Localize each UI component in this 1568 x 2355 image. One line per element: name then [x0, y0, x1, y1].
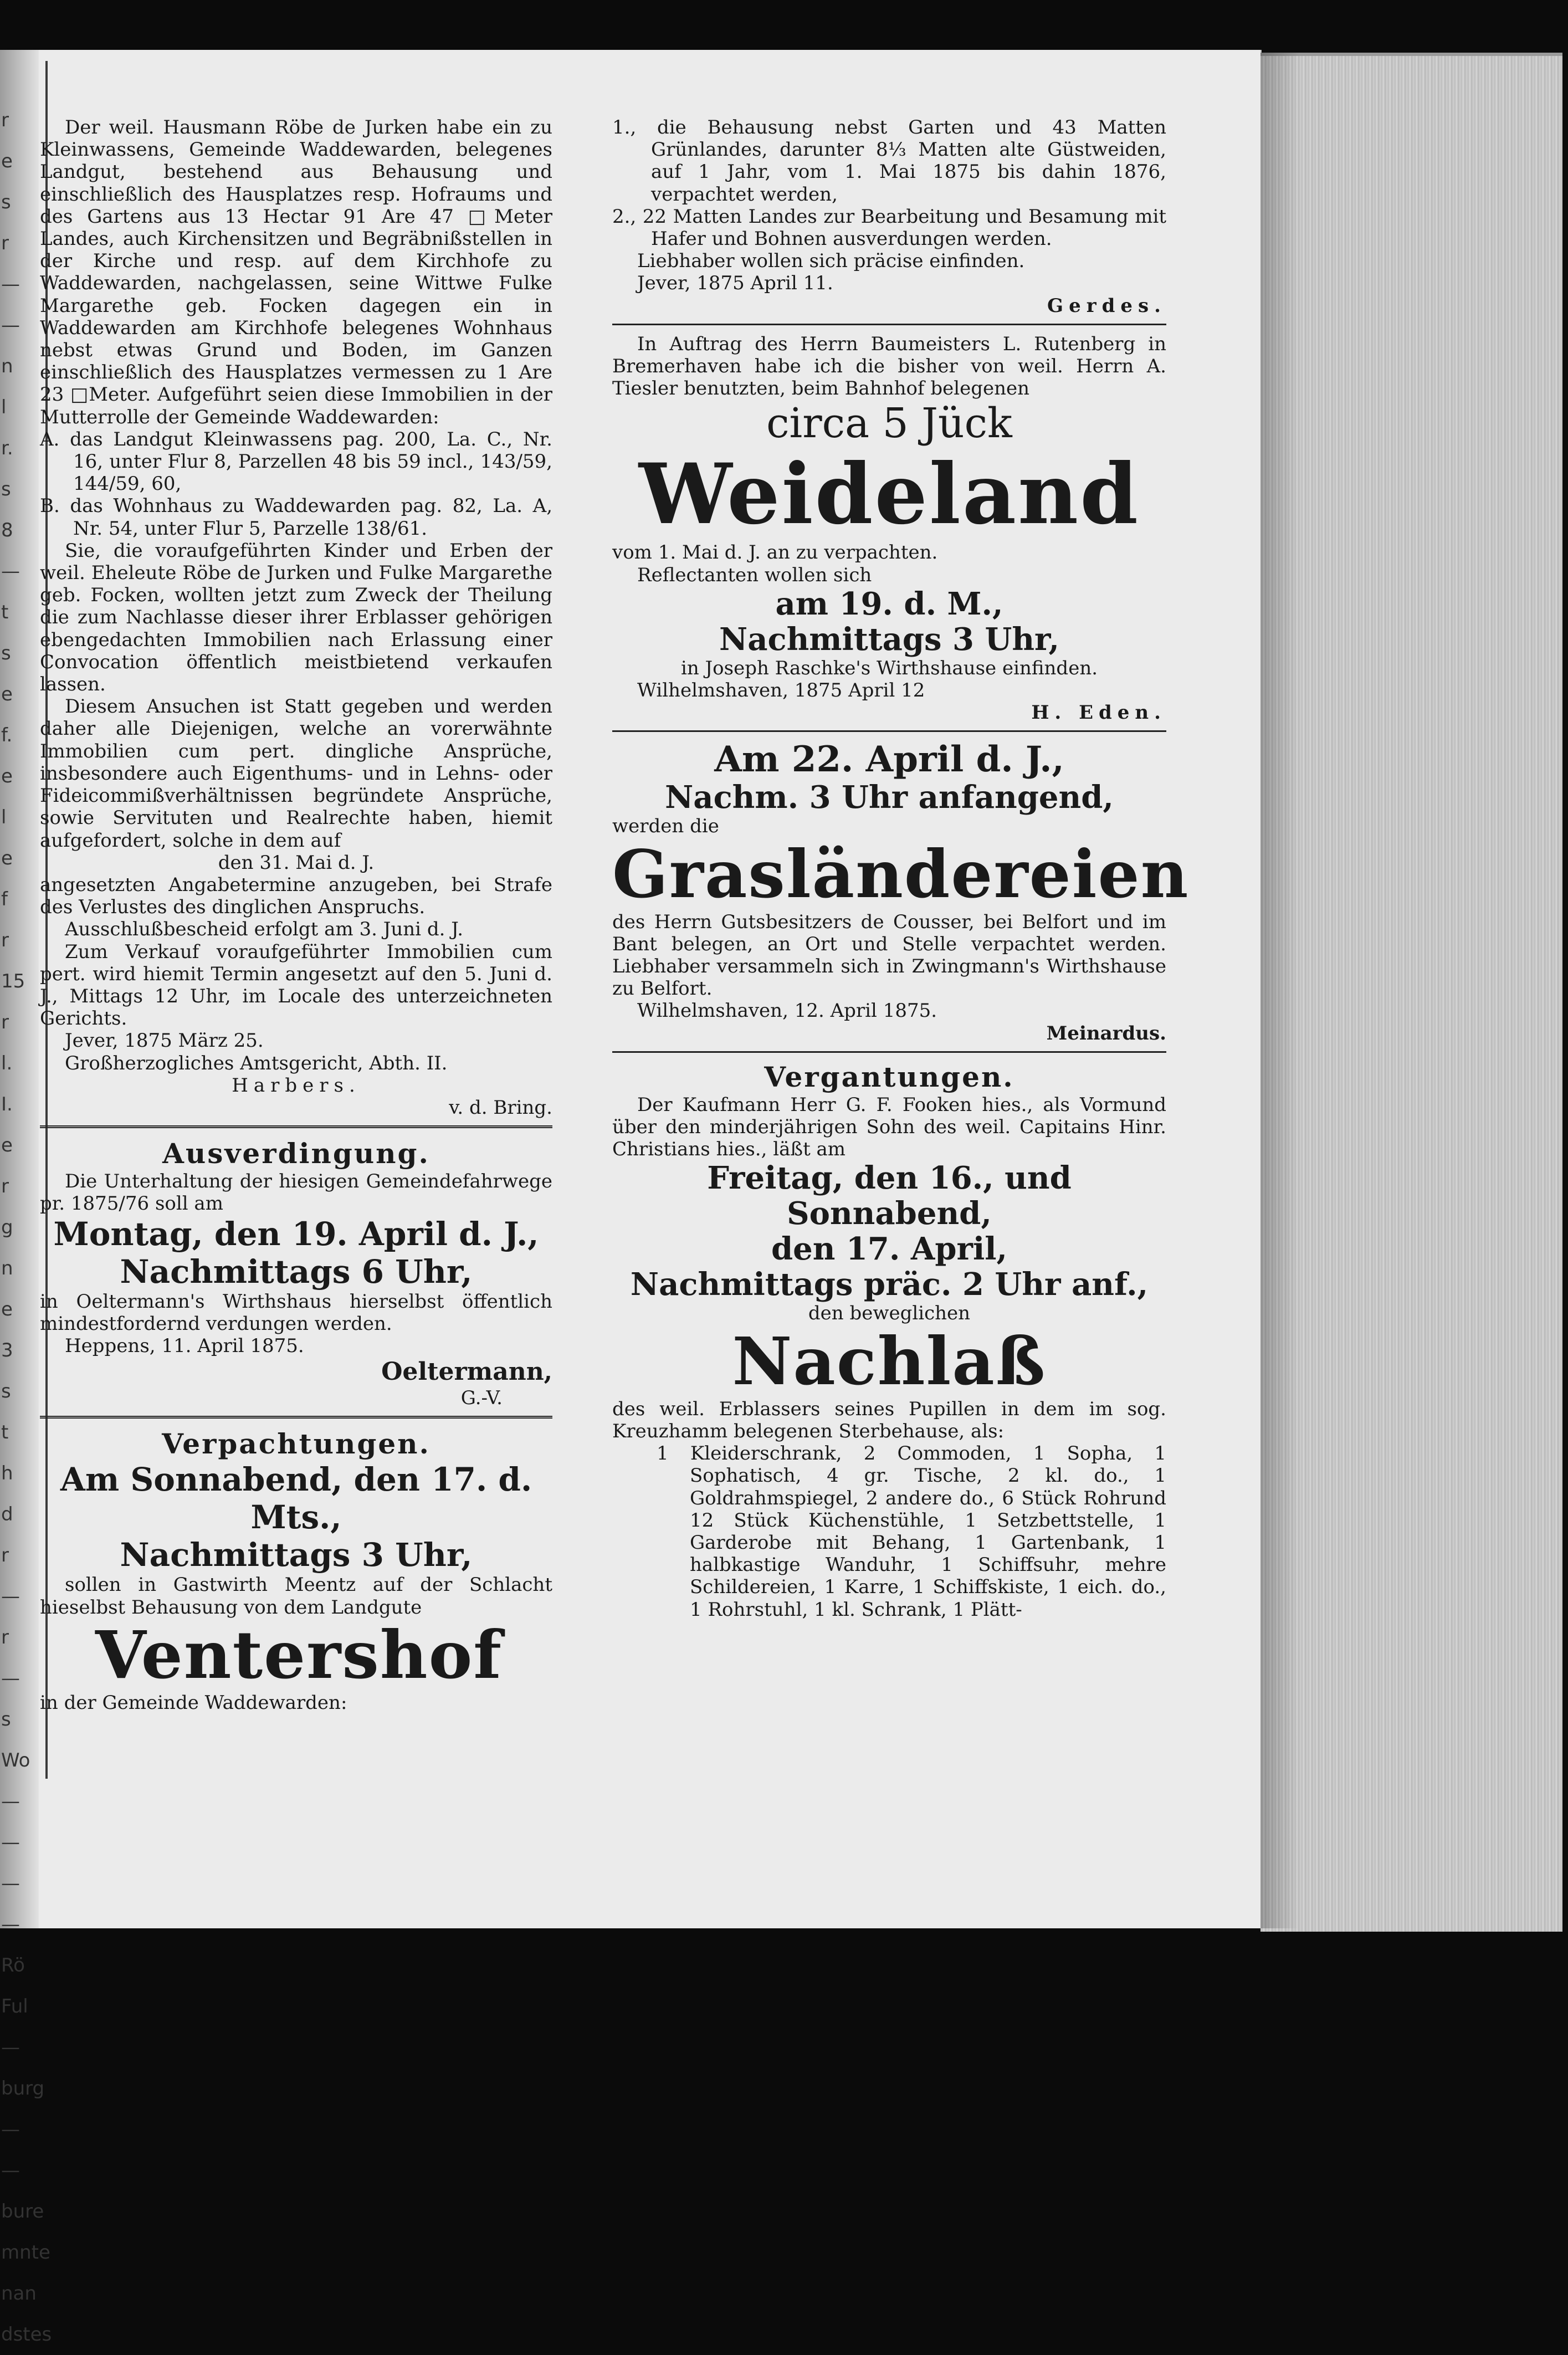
graslaendereien-text2: des Herrn Gutsbesitzers de Cousser, bei Belfort und im Bant belegen, an Ort und Stelle verpachtet werden. Liebhaber versammeln sich in Zwingmann's Wirthshause zu Belfort.: [612, 910, 1166, 1000]
divider: [612, 730, 1166, 732]
signature-gerdes: Gerdes.: [1047, 294, 1166, 317]
margin-fragment: —: [1, 2036, 20, 2059]
lease-invitation: Liebhaber wollen sich präcise einfinden.: [637, 250, 1025, 273]
margin-fragment: bure: [1, 2200, 44, 2223]
margin-fragment: l: [1, 396, 7, 418]
divider: [612, 1051, 1166, 1053]
verpachtungen-date: Am Sonnabend, den 17. d. Mts.,: [60, 1461, 532, 1537]
margin-fragment: —: [1, 1872, 20, 1895]
margin-fragment: r.: [1, 437, 13, 459]
margin-fragment: Ful: [1, 1995, 28, 2018]
divider: [40, 1125, 552, 1129]
margin-fragment: 8: [1, 519, 13, 541]
margin-fragment: Wo: [1, 1749, 30, 1772]
graslaendereien-time: Nachm. 3 Uhr anfangend,: [665, 779, 1114, 816]
sale-paragraph: Zum Verkauf voraufgeführter Immobilien cum pert. wird hiemit Termin angesetzt auf den 5. Juni d. J., Mittags 12 Uhr, im Locale des unterzeichneten Gerichts.: [40, 940, 552, 1030]
nachlass-title: Nachlaß: [732, 1322, 1047, 1400]
inventory-list: 1 Kleiderschrank, 2 Commoden, 1 Sopha, 1 Sophatisch, 4 gr. Tische, 2 kl. do., 1 Goldrahmspiegel, 2 andere do., 6 Stück Rohrund 12 Stück Küchenstühle, 1 Setzbettstelle, 1 Garderobe mit Behang, 1 Gartenbank, 1 halbkastige Wanduhr, 1 Schiffsuhr, mehre Schildereien, 1 Karre, 1 Schiffskiste, 1 eich. do., 1 Rohrstuhl, 1 kl. Schrank, 1 Plätt-: [657, 1442, 1166, 1621]
margin-fragment: —: [1, 560, 20, 582]
ausverdingung-time: Nachmittags 6 Uhr,: [120, 1252, 473, 1291]
vergantungen-heading: Vergantungen.: [764, 1060, 1014, 1093]
divider: [40, 1416, 552, 1420]
margin-fragment: s: [1, 1708, 11, 1731]
margin-fragment: —: [1, 1913, 20, 1936]
margin-fragment: s: [1, 642, 11, 664]
adjacent-page-fragments: [1, 100, 52, 2355]
margin-fragment: 3: [1, 1339, 13, 1361]
lease-item-1: 1., die Behausung nebst Garten und 43 Matten Grünlandes, darunter 8⅓ Matten alte Güstweiden, auf 1 Jahr, vom 1. Mai 1875 bis dahin 1876, verpachtet werden,: [612, 116, 1166, 206]
vergantungen-text3: des weil. Erblassers seines Pupillen in dem im sog. Kreuzhamm belegenen Sterbehause, als:: [612, 1397, 1166, 1442]
margin-fragment: mnte: [1, 2241, 50, 2264]
graslaendereien-title: Grasländereien: [612, 835, 1190, 913]
margin-fragment: s: [1, 478, 11, 500]
ausverdingung-signature-title: G.-V.: [460, 1387, 503, 1410]
margin-fragment: —: [1, 2118, 20, 2141]
margin-fragment: n: [1, 1257, 13, 1279]
margin-fragment: s: [1, 1380, 11, 1402]
vergantungen-date2: den 17. April,: [771, 1231, 1008, 1268]
margin-fragment: —: [1, 1831, 20, 1854]
margin-fragment: —: [1, 1667, 20, 1690]
right-column: [612, 116, 1190, 1621]
graslaendereien-place: Wilhelmshaven, 12. April 1875.: [637, 1000, 937, 1022]
weideland-date: am 19. d. M.,: [775, 585, 1003, 622]
margin-fragment: —: [1, 1790, 20, 1813]
margin-fragment: n: [1, 355, 13, 377]
vergantungen-text: Der Kaufmann Herr G. F. Fooken hies., als Vormund über den minderjährigen Sohn des weil. Capitains Hinr. Christians hies., läßt am: [612, 1093, 1166, 1161]
ventershof-title: Ventershof: [95, 1616, 503, 1693]
penalty-paragraph: angesetzten Angabetermine anzugeben, bei Strafe des Verlustes des dinglichen Anspruchs.: [40, 873, 552, 919]
margin-fragment: r: [1, 1626, 9, 1648]
margin-fragment: l.: [1, 1052, 13, 1074]
margin-fragment: e: [1, 150, 13, 172]
graslaendereien-text: werden die: [612, 815, 719, 838]
margin-fragment: —: [1, 314, 20, 336]
ausverdingung-text2: in Oeltermann's Wirthshaus hierselbst öffentlich mindestfordernd verdungen werden.: [40, 1290, 552, 1335]
margin-fragment: e: [1, 1298, 13, 1320]
margin-fragment: nan: [1, 2282, 37, 2305]
margin-fragment: r: [1, 232, 9, 254]
verpachtungen-time: Nachmittags 3 Uhr,: [120, 1536, 473, 1574]
margin-fragment: l: [1, 806, 7, 828]
property-item-a: A. das Landgut Kleinwassens pag. 200, La. C., Nr. 16, unter Flur 8, Parzellen 48 bis 59 incl., 143/59, 144/59, 60,: [40, 428, 552, 495]
verpachtungen-heading: Verpachtungen.: [162, 1427, 431, 1461]
margin-fragment: s: [1, 191, 11, 213]
margin-fragment: —: [1, 2159, 20, 2182]
lease-place-date: Jever, 1875 April 11.: [637, 272, 833, 295]
margin-fragment: d: [1, 1503, 13, 1525]
margin-fragment: e: [1, 847, 13, 869]
weideland-text3: Reflectanten wollen sich: [637, 564, 872, 586]
margin-fragment: r: [1, 109, 9, 131]
margin-fragment: e: [1, 765, 13, 787]
margin-fragment: g: [1, 1216, 13, 1238]
vergantungen-date: Freitag, den 16., und Sonnabend,: [707, 1160, 1072, 1232]
signature-bring: v. d. Bring.: [449, 1096, 552, 1119]
lease-item-2: 2., 22 Matten Landes zur Bearbeitung und Besamung mit Hafer und Bohnen ausverdungen werden.: [612, 205, 1166, 250]
property-item-b: B. das Wohnhaus zu Waddewarden pag. 82, La. A, Nr. 54, unter Flur 5, Parzelle 138/61.: [40, 495, 552, 540]
weideland-time: Nachmittags 3 Uhr,: [719, 621, 1059, 658]
exclusion-paragraph: Ausschlußbescheid erfolgt am 3. Juni d. J.: [65, 918, 463, 941]
weideland-text4: in Joseph Raschke's Wirthshause einfinden.: [680, 657, 1098, 679]
ausverdingung-date: Montag, den 19. April d. J.,: [53, 1215, 539, 1253]
signature-meinardus: Meinardus.: [1046, 1022, 1166, 1045]
left-column: [40, 116, 552, 1714]
margin-fragment: t: [1, 601, 9, 623]
margin-fragment: r: [1, 1175, 9, 1197]
margin-fragment: burg: [1, 2077, 45, 2100]
weideland-intro: In Auftrag des Herrn Baumeisters L. Rutenberg in Bremerhaven habe ich die bisher von weil. Herrn A. Tiesler benutzten, beim Bahnhof belegenen: [612, 332, 1166, 400]
book-page-edges: [1260, 53, 1562, 1932]
margin-fragment: f: [1, 888, 8, 910]
margin-fragment: —: [1, 273, 20, 295]
ausverdingung-place: Heppens, 11. April 1875.: [65, 1334, 304, 1357]
margin-fragment: h: [1, 1462, 13, 1484]
graslaendereien-date: Am 22. April d. J.,: [714, 739, 1064, 781]
vergantungen-time: Nachmittags präc. 2 Uhr anf.,: [630, 1266, 1149, 1303]
margin-fragment: t: [1, 1421, 9, 1443]
weideland-place: Wilhelmshaven, 1875 April 12: [637, 679, 925, 702]
ausverdingung-signature: Oeltermann,: [381, 1358, 552, 1386]
deadline-date: den 31. Mai d. J.: [218, 851, 375, 874]
heirs-paragraph: Sie, die voraufgeführten Kinder und Erben der weil. Eheleute Röbe de Jurken und Fulke Margarethe geb. Focken, wollten jetzt zum Zweck der Theilung die zum Nachlasse dieser ihrer Erblasser gehörigen ebengedachten Immobilien nach Erlassung einer Convocation öffentlich meistbietend verkaufen lassen.: [40, 539, 552, 696]
weideland-text2: vom 1. Mai d. J. an zu verpachten.: [612, 541, 938, 564]
margin-fragment: dstes: [1, 2323, 52, 2346]
signature-harbers: Harbers.: [232, 1074, 361, 1097]
weideland-quantity: circa 5 Jück: [766, 400, 1012, 448]
claims-paragraph: Diesem Ansuchen ist Statt gegeben und werden daher alle Diejenigen, welche an vorerwähnte Immobilien cum pert. dingliche Ansprüche, insbesondere auch Eigenthums- und in Lehns- oder Fideicommißverhältnissen begründete Ansprüche, sowie Servituten und Realrechte haben, hiemit aufgefordert, solche in dem auf: [40, 695, 552, 852]
margin-fragment: I.: [1, 1093, 13, 1115]
signature-eden: H. Eden.: [1031, 702, 1166, 724]
margin-fragment: —: [1, 1585, 20, 1607]
margin-fragment: e: [1, 683, 13, 705]
margin-fragment: e: [1, 1134, 13, 1156]
margin-fragment: f.: [1, 724, 13, 746]
weideland-title: Weideland: [638, 446, 1140, 544]
page-edge-shadow: [1260, 53, 1299, 1928]
margin-fragment: Rö: [1, 1954, 25, 1977]
ausverdingung-heading: Ausverdingung.: [162, 1137, 430, 1170]
margin-fragment: r: [1, 1011, 9, 1033]
notice-intro: Der weil. Hausmann Röbe de Jurken habe ein zu Kleinwassens, Gemeinde Waddewarden, belegenes Landgut, bestehend aus Behausung und einschließlich des Hausplatzes resp. Hofraums und des Gartens aus 13 Hectar 91 Are 47 □Meter Landes, auch Kirchensitzen und Begräbnißstellen in der Kirche und resp. auf dem Kirchhofe zu Waddewarden, nachgelassen, seine Wittwe Fulke Margarethe geb. Focken dagegen ein in Waddewarden am Kirchhofe belegenes Wohnhaus nebst etwas Grund und Boden, im Ganzen einschließlich des Hausplatzes vermessen zu 1 Are 23 □Meter. Aufgeführt seien diese Immobilien in der Mutterrolle der Gemeinde Waddewarden:: [40, 116, 552, 428]
verpachtungen-text: sollen in Gastwirth Meentz auf der Schlacht hieselbst Behausung von dem Landgute: [40, 1574, 552, 1619]
margin-fragment: r: [1, 929, 9, 951]
ausverdingung-text: Die Unterhaltung der hiesigen Gemeindefahrwege pr. 1875/76 soll am: [40, 1170, 552, 1215]
vergantungen-text2: den beweglichen: [808, 1302, 971, 1325]
divider: [612, 324, 1166, 325]
court-name: Großherzogliches Amtsgericht, Abth. II.: [65, 1052, 448, 1074]
margin-fragment: r: [1, 1544, 9, 1566]
margin-fragment: 15: [1, 970, 25, 992]
verpachtungen-text2: in der Gemeinde Waddewarden:: [40, 1691, 347, 1714]
place-date: Jever, 1875 März 25.: [65, 1030, 264, 1052]
